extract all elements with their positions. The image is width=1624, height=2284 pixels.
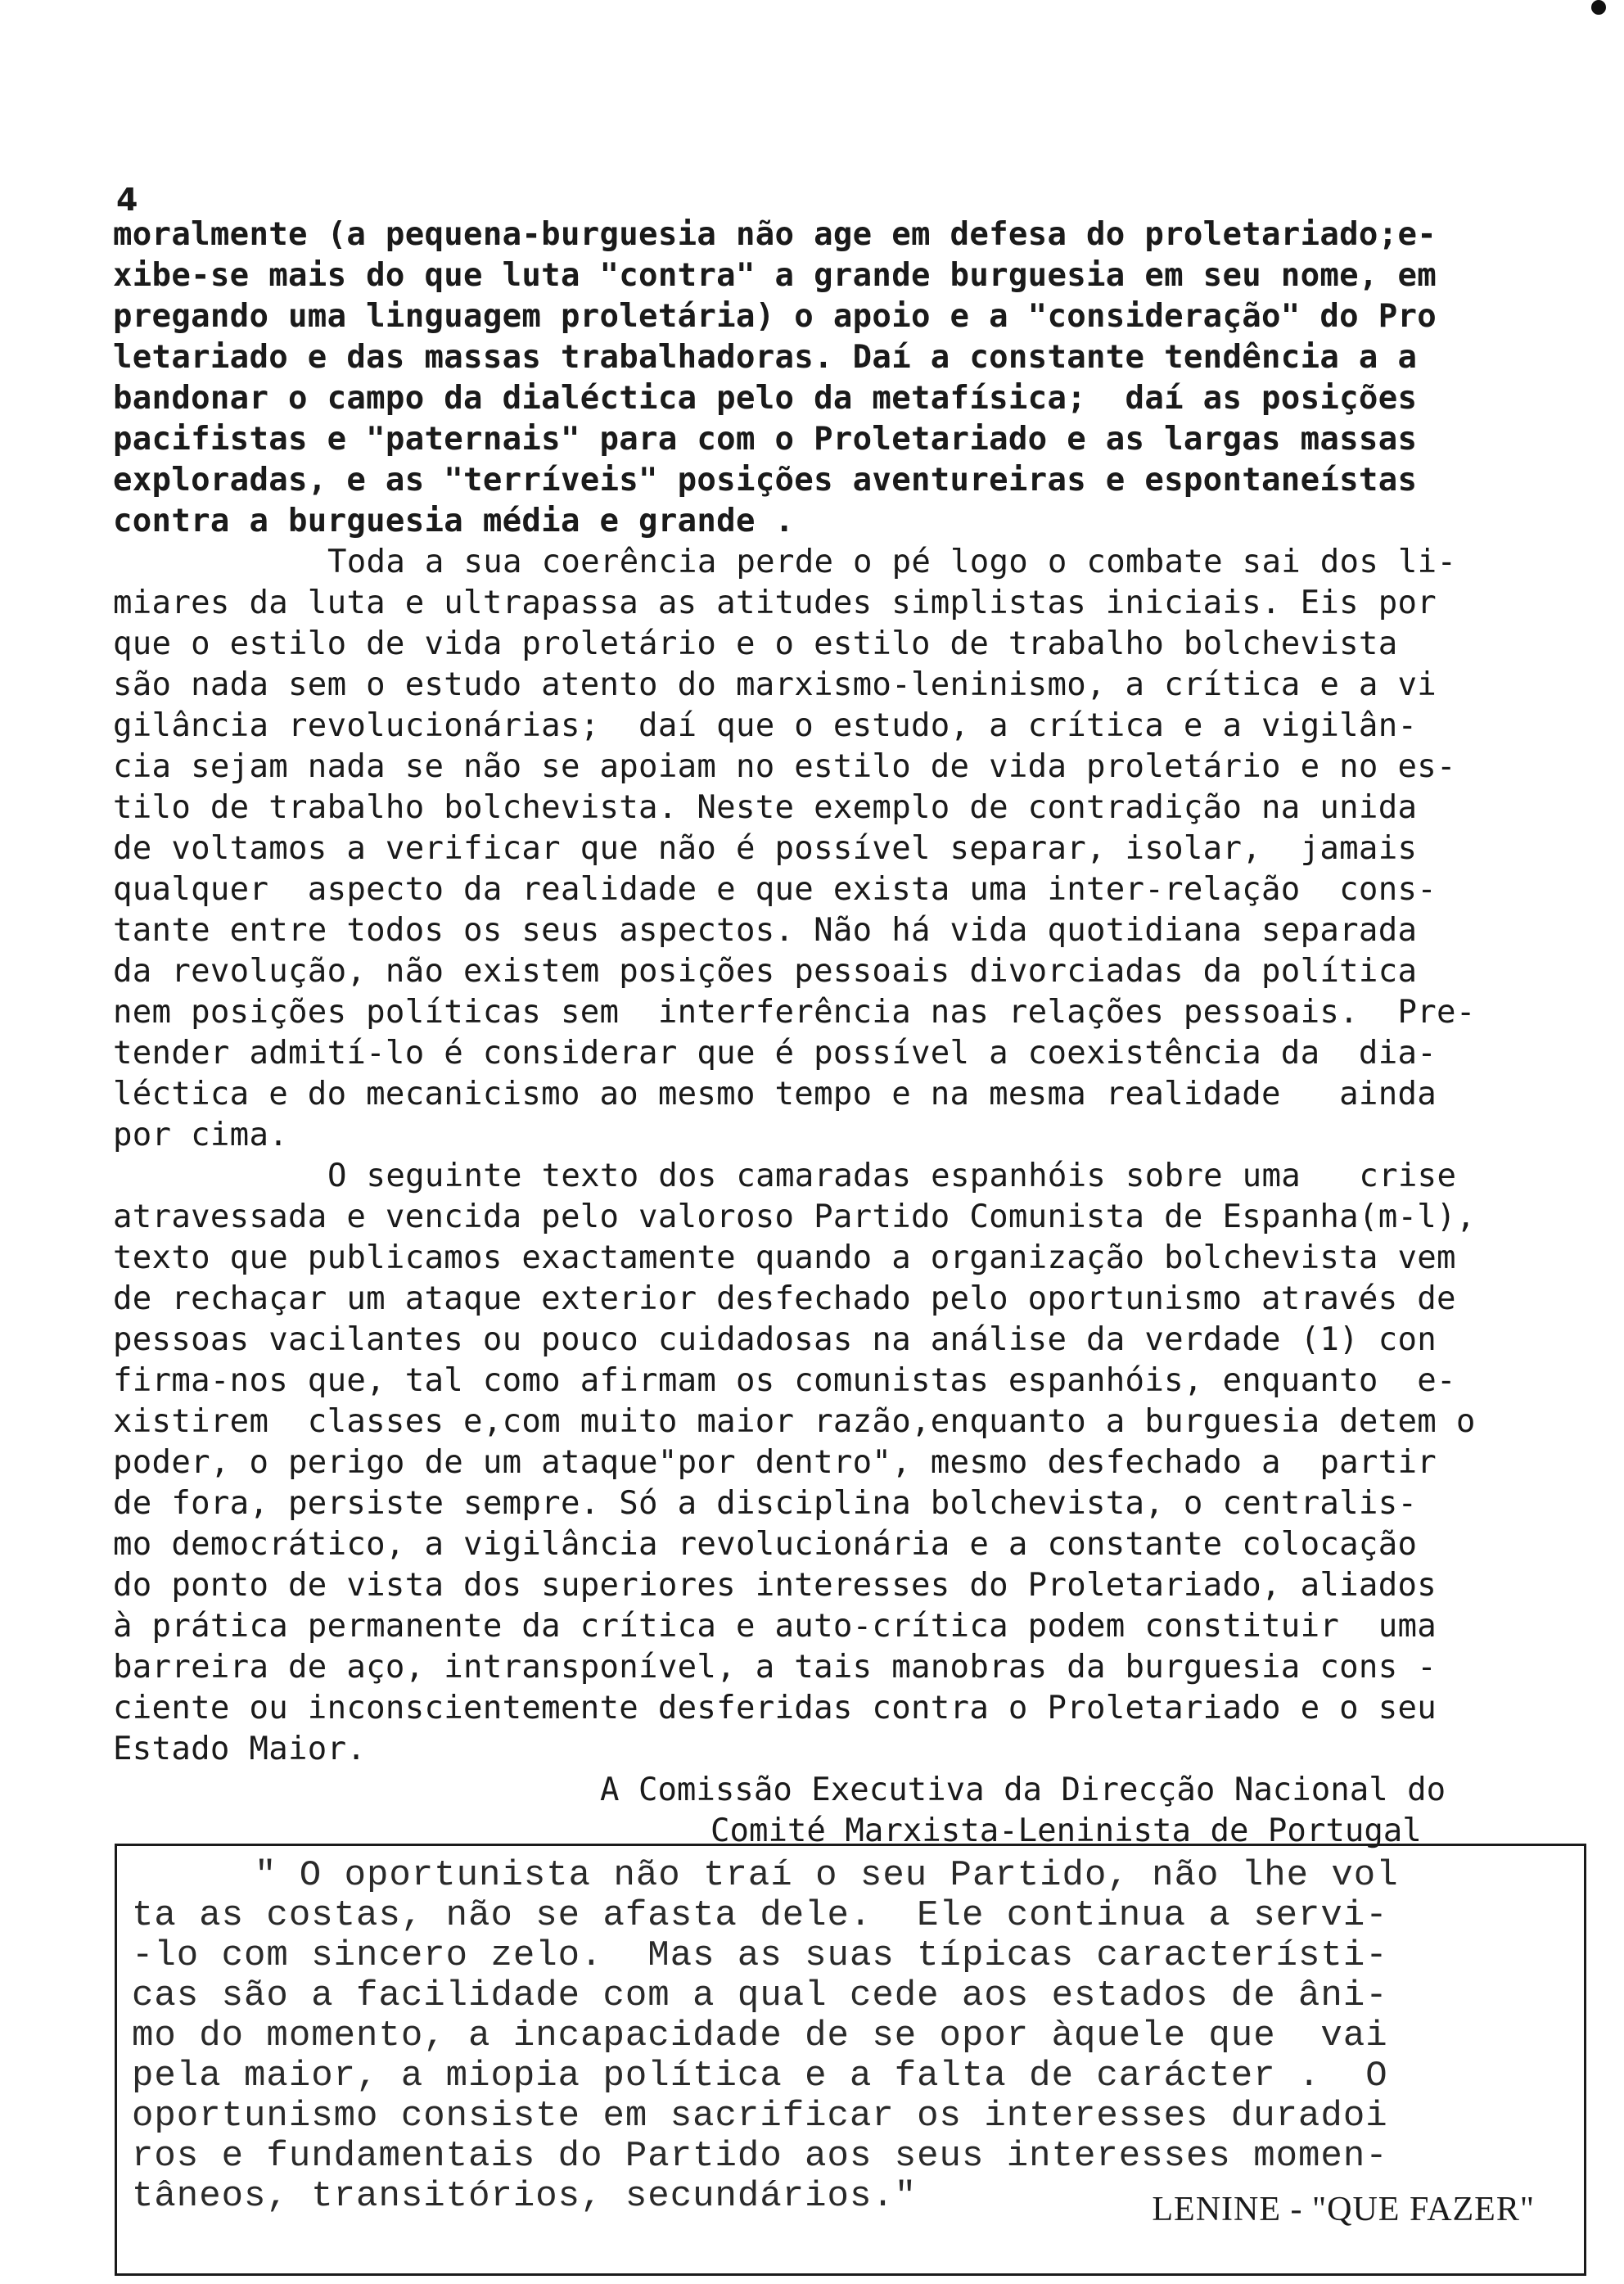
text-line: léctica e do mecanicismo ao mesmo tempo e na mesma realidade ainda — [113, 1076, 1437, 1113]
quote-line: oportunismo consiste em sacrificar os interesses duradoi — [132, 2096, 1388, 2137]
text-line: por cima. — [113, 1117, 289, 1153]
quote-line: " O oportunista não traí o seu Partido, não lhe vol — [255, 1855, 1399, 1896]
text-line: Toda a sua coerência perde o pé logo o combate sai dos li- — [327, 544, 1457, 580]
text-line: miares da luta e ultrapassa as atitudes simplistas iniciais. Eis por — [113, 585, 1437, 621]
text-line: bandonar o campo da dialéctica pelo da metafísica; daí as posições — [113, 380, 1418, 417]
text-line: atravessada e vencida pelo valoroso Partido Comunista de Espanha(m-l), — [113, 1198, 1476, 1235]
text-line: tilo de trabalho bolchevista. Neste exemplo de contradição na unida — [113, 789, 1418, 826]
quote-attribution: LENINE - "QUE FAZER" — [1152, 2191, 1535, 2228]
text-line: contra a burguesia média e grande . — [113, 503, 795, 539]
text-line: texto que publicamos exactamente quando a organização bolchevista vem — [113, 1239, 1456, 1276]
text-line: Estado Maior. — [113, 1731, 367, 1767]
signature-line-1: A Comissão Executiva da Direcção Nacional do — [600, 1772, 1446, 1808]
paragraph-3 — [113, 1156, 1603, 1770]
body-text — [113, 214, 1603, 1852]
text-line: de rechaçar um ataque exterior desfechado pelo oportunismo através de — [113, 1280, 1456, 1317]
signature — [113, 1770, 1603, 1852]
quote-line: -lo com sincero zelo. Mas as suas típicas característi- — [132, 1935, 1388, 1976]
text-line: exploradas, e as "terríveis" posições aventureiras e espontaneístas — [113, 462, 1418, 499]
text-line: tante entre todos os seus aspectos. Não há vida quotidiana separada — [113, 912, 1418, 949]
text-line: do ponto de vista dos superiores interesses do Proletariado, aliados — [113, 1567, 1437, 1604]
text-line: barreira de aço, intransponível, a tais manobras da burguesia cons - — [113, 1649, 1437, 1686]
text-line: que o estilo de vida proletário e o estilo de trabalho bolchevista — [113, 625, 1398, 662]
text-line: à prática permanente da crítica e auto-crítica podem constituir uma — [113, 1608, 1437, 1645]
lenin-quote-box — [115, 1844, 1586, 2276]
text-line: letariado e das massas trabalhadoras. Daí a constante tendência a a — [113, 339, 1418, 376]
text-line: são nada sem o estudo atento do marxismo-leninismo, a crítica e a vi — [113, 666, 1437, 703]
quote-line: mo do momento, a incapacidade de se opor àquele que vai — [132, 2015, 1388, 2056]
quote-line: ta as costas, não se afasta dele. Ele continua a servi- — [132, 1895, 1388, 1936]
text-line: ciente ou inconscientemente desferidas contra o Proletariado e o seu — [113, 1690, 1437, 1727]
text-line: poder, o perigo de um ataque"por dentro", mesmo desfechado a partir — [113, 1444, 1437, 1481]
text-line: pessoas vacilantes ou pouco cuidadosas na análise da verdade (1) con — [113, 1321, 1437, 1358]
quote-line: tâneos, transitórios, secundários." — [132, 2176, 918, 2217]
quote-line: pela maior, a miopia política e a falta de carácter . O — [132, 2056, 1388, 2097]
text-line: qualquer aspecto da realidade e que exista uma inter-relação cons- — [113, 871, 1437, 908]
text-line: pacifistas e "paternais" para com o Proletariado e as largas massas — [113, 421, 1418, 458]
text-line: mo democrático, a vigilância revolucionária e a constante colocação — [113, 1526, 1418, 1563]
text-line: cia sejam nada se não se apoiam no estilo de vida proletário e no es- — [113, 748, 1456, 785]
text-line: nem posições políticas sem interferência nas relações pessoais. Pre- — [113, 994, 1476, 1031]
text-line: de voltamos a verificar que não é possível separar, isolar, jamais — [113, 830, 1418, 867]
paragraph-1 — [113, 214, 1603, 542]
text-line: firma-nos que, tal como afirmam os comunistas espanhóis, enquanto e- — [113, 1362, 1456, 1399]
text-line: pregando uma linguagem proletária) o apoio e a "consideração" do Pro — [113, 298, 1437, 335]
paragraph-2 — [113, 542, 1603, 1156]
text-line: gilância revolucionárias; daí que o estudo, a crítica e a vigilân- — [113, 707, 1418, 744]
text-line: da revolução, não existem posições pessoais divorciadas da política — [113, 953, 1418, 990]
signature-line-2: Comité Marxista-Leninista de Portugal — [710, 1812, 1422, 1849]
text-line: O seguinte texto dos camaradas espanhóis sobre uma crise — [327, 1158, 1457, 1194]
text-line: xibe-se mais do que luta "contra" a grande burguesia em seu nome, em — [113, 257, 1437, 294]
corner-ink-mark — [1591, 0, 1606, 15]
text-line: xistirem classes e,com muito maior razão,enquanto a burguesia detem o — [113, 1403, 1476, 1440]
quote-line: cas são a facilidade com a qual cede aos estados de âni- — [132, 1975, 1388, 2016]
text-line: de fora, persiste sempre. Só a disciplina bolchevista, o centralis- — [113, 1485, 1418, 1522]
text-line: moralmente (a pequena-burguesia não age em defesa do proletariado;e- — [113, 216, 1437, 253]
quote-line: ros e fundamentais do Partido aos seus interesses momen- — [132, 2136, 1388, 2177]
page-number: 4 — [116, 182, 138, 218]
text-line: tender admití-lo é considerar que é possível a coexistência da dia- — [113, 1035, 1437, 1072]
